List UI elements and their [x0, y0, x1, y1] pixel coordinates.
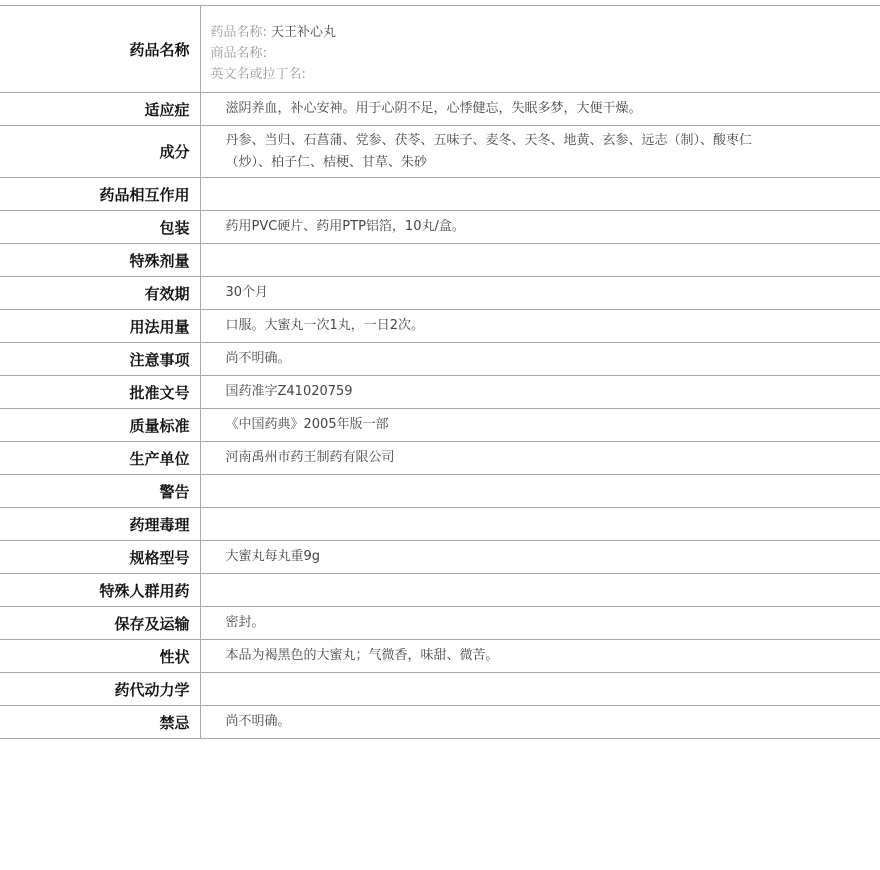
precautions-row [0, 343, 880, 376]
row-value: 河南禹州市药王制药有限公司 [200, 442, 880, 475]
specification-row [0, 541, 880, 574]
special-population-row [0, 574, 880, 607]
row-value: 国药准字Z41020759 [200, 376, 880, 409]
english-name-label: 英文名或拉丁名: [210, 67, 306, 82]
row-value [200, 244, 880, 277]
row-value [200, 574, 880, 607]
row-value: 《中国药典》2005年版一部 [200, 409, 880, 442]
packaging-row [0, 211, 880, 244]
drug-interactions-row [0, 178, 880, 211]
row-label: 特殊人群用药 [0, 574, 200, 607]
row-value [200, 673, 880, 706]
dosage-row [0, 310, 880, 343]
shelf-life-row [0, 277, 880, 310]
row-label: 药品相互作用 [0, 178, 200, 211]
row-label: 批准文号 [0, 376, 200, 409]
row-value [200, 508, 880, 541]
row-value: 滋阴养血，补心安神。用于心阴不足，心悸健忘，失眠多梦，大便干燥。 [200, 93, 880, 126]
row-label: 有效期 [0, 277, 200, 310]
trade-name-line [211, 43, 880, 64]
row-value: 30个月 [200, 277, 880, 310]
row-label: 药理毒理 [0, 508, 200, 541]
trade-name-label: 商品名称: [210, 46, 267, 61]
generic-name-label: 药品名称: [210, 25, 267, 40]
generic-name-value: 天王补心丸 [271, 25, 337, 40]
pharmacology-row [0, 508, 880, 541]
warning-row [0, 475, 880, 508]
pharmacokinetics-row [0, 673, 880, 706]
ingredients-row [0, 126, 880, 178]
description-row [0, 640, 880, 673]
row-value: 丹参、当归、石菖蒲、党参、茯苓、五味子、麦冬、天冬、地黄、玄参、远志（制）、酸枣仁（炒）、柏子仁、桔梗、甘草、朱砂 [200, 126, 880, 178]
row-value: 密封。 [200, 607, 880, 640]
row-value [200, 178, 880, 211]
generic-name-line [211, 22, 880, 43]
row-value [200, 475, 880, 508]
row-value: 本品为褐黑色的大蜜丸；气微香，味甜、微苦。 [200, 640, 880, 673]
row-label: 药代动力学 [0, 673, 200, 706]
row-label: 适应症 [0, 93, 200, 126]
approval-number-row [0, 376, 880, 409]
contraindications-row [0, 706, 880, 739]
row-label: 药品名称 [0, 6, 200, 93]
storage-row [0, 607, 880, 640]
drug-name-cell [200, 6, 880, 93]
indications-row [0, 93, 880, 126]
english-name-line [211, 64, 880, 85]
row-label: 质量标准 [0, 409, 200, 442]
row-label: 特殊剂量 [0, 244, 200, 277]
row-label: 规格型号 [0, 541, 200, 574]
row-value: 口服。大蜜丸一次1丸，一日2次。 [200, 310, 880, 343]
row-label: 警告 [0, 475, 200, 508]
row-label: 包装 [0, 211, 200, 244]
manufacturer-row [0, 442, 880, 475]
drug-spec-table [0, 5, 880, 739]
row-label: 成分 [0, 126, 200, 178]
drug-name-row [0, 6, 880, 93]
row-label: 注意事项 [0, 343, 200, 376]
row-label: 性状 [0, 640, 200, 673]
row-label: 保存及运输 [0, 607, 200, 640]
row-label: 生产单位 [0, 442, 200, 475]
quality-standard-row [0, 409, 880, 442]
special-dosage-row [0, 244, 880, 277]
row-label: 用法用量 [0, 310, 200, 343]
row-value: 尚不明确。 [200, 706, 880, 739]
row-value: 药用PVC硬片、药用PTP铝箔，10丸/盒。 [200, 211, 880, 244]
row-value: 尚不明确。 [200, 343, 880, 376]
row-label: 禁忌 [0, 706, 200, 739]
row-value: 大蜜丸每丸重9g [200, 541, 880, 574]
